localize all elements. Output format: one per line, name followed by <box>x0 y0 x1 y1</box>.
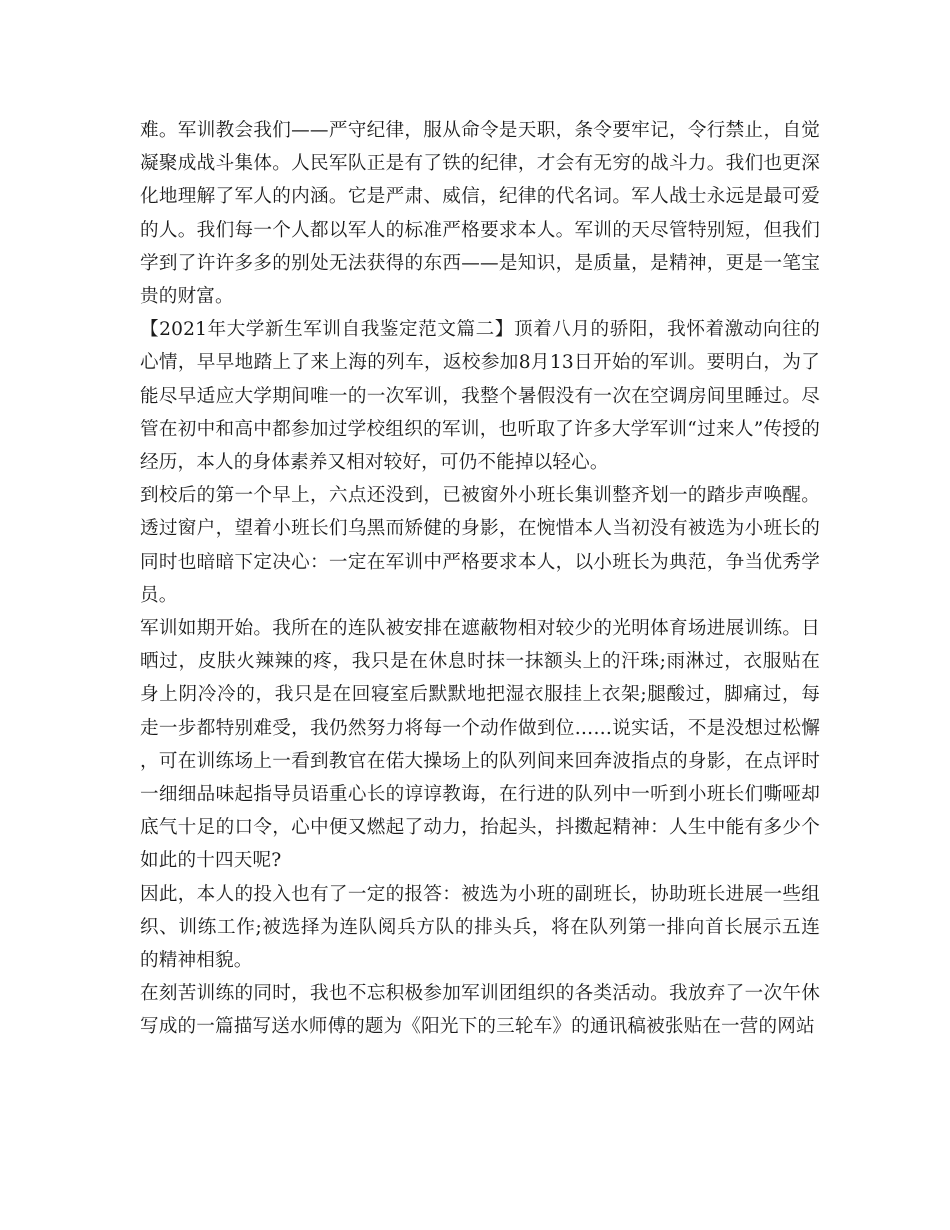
paragraph-6: 在刻苦训练的同时，我也不忘积极参加军训团组织的各类活动。我放弃了一次午休写成的一篇描写送水师傅的题为《阳光下的三轮车》的通讯稿被张贴在一营的网站 <box>140 983 820 1038</box>
paragraph-5: 因此，本人的投入也有了一定的报答：被选为小班的副班长，协助班长进展一些组织、训练工作;被选择为连队阅兵方队的排头兵，将在队列第一排向首长展示五连的精神相貌。 <box>140 883 820 972</box>
paragraph-2: 【2021年大学新生军训自我鉴定范文篇二】顶着八月的骄阳，我怀着激动向往的心情，早早地踏上了来上海的列车，返校参加8月13日开始的军训。要明白，为了能尽早适应大学期间唯一的一次军训，我整个暑假没有一次在空调房间里睡过。尽管在初中和高中都参加过学校组织的军训，也听取了许多大学军训“过来人”传授的经历，本人的身体素养又相对较好，可仍不能掉以轻心。 <box>140 319 820 474</box>
paragraph-1: 难。军训教会我们——严守纪律，服从命令是天职，条令要牢记，令行禁止，自觉凝聚成战斗集体。人民军队正是有了铁的纪律，才会有无穷的战斗力。我们也更深化地理解了军人的内涵。它是严肃、威信，纪律的代名词。军人战士永远是最可爱的人。我们每一个人都以军人的标准严格要求本人。军训的天尽管特别短，但我们学到了许许多多的别处无法获得的东西——是知识，是质量，是精神，更是一笔宝贵的财富。 <box>140 120 820 308</box>
document-body <box>140 114 820 1044</box>
paragraph-3: 到校后的第一个早上，六点还没到，已被窗外小班长集训整齐划一的踏步声唤醒。透过窗户，望着小班长们乌黑而矫健的身影，在惋惜本人当初没有被选为小班长的同时也暗暗下定决心：一定在军训中严格要求本人，以小班长为典范，争当优秀学员。 <box>140 485 820 606</box>
paragraph-4: 军训如期开始。我所在的连队被安排在遮蔽物相对较少的光明体育场进展训练。日晒过，皮肤火辣辣的疼，我只是在休息时抹一抹额头上的汗珠;雨淋过，衣服贴在身上阴冷冷的，我只是在回寝室后默默地把湿衣服挂上衣架;腿酸过，脚痛过，每走一步都特别难受，我仍然努力将每一个动作做到位……说实话，不是没想过松懈，可在训练场上一看到教官在偌大操场上的队列间来回奔波指点的身影，在点评时一细细品味起指导员语重心长的谆谆教诲，在行进的队列中一听到小班长们嘶哑却底气十足的口令，心中便又燃起了动力，抬起头，抖擞起精神：人生中能有多少个如此的十四天呢? <box>140 618 820 872</box>
